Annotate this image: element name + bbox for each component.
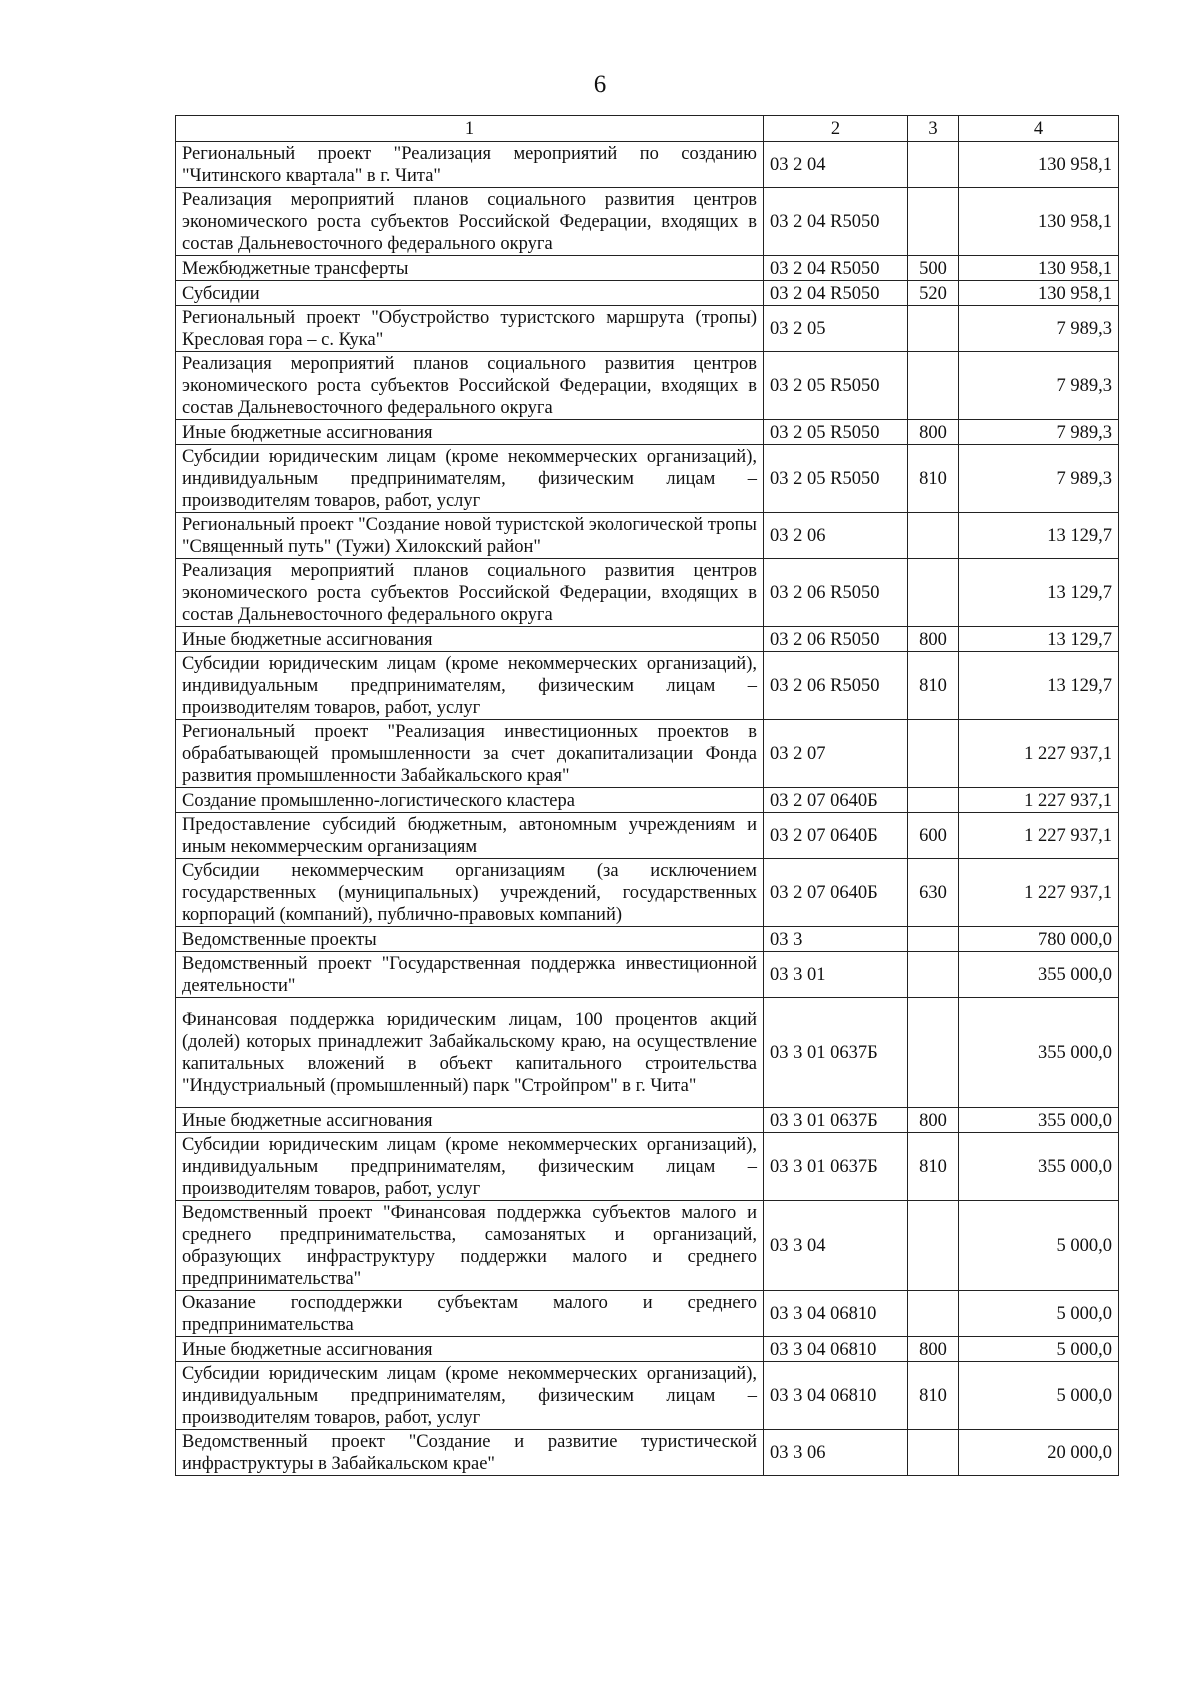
row-name: Субсидии юридическим лицам (кроме некоммерческих организаций), индивидуальным предпринимателям, физическим лицам – производителям товаров, работ, услуг xyxy=(176,1362,764,1430)
table-row xyxy=(176,998,1119,1108)
row-amount: 13 129,7 xyxy=(959,652,1119,720)
row-name: Ведомственные проекты xyxy=(176,927,764,952)
budget-table xyxy=(175,115,1119,1476)
table-row xyxy=(176,188,1119,256)
row-amount: 1 227 937,1 xyxy=(959,813,1119,859)
header-col-4: 4 xyxy=(959,116,1119,142)
row-amount: 20 000,0 xyxy=(959,1430,1119,1476)
row-name: Оказание господдержки субъектам малого и среднего предпринимательства xyxy=(176,1291,764,1337)
row-expense-type xyxy=(908,952,959,998)
page-number: 6 xyxy=(593,71,607,98)
row-amount: 7 989,3 xyxy=(959,352,1119,420)
row-expense-type xyxy=(908,559,959,627)
row-name: Региональный проект "Обустройство туристского маршрута (тропы) Кресловая гора – с. Кука" xyxy=(176,306,764,352)
row-expense-type: 600 xyxy=(908,813,959,859)
row-code: 03 3 xyxy=(764,927,908,952)
row-code: 03 2 04 R5050 xyxy=(764,281,908,306)
row-expense-type: 500 xyxy=(908,256,959,281)
row-code: 03 3 04 06810 xyxy=(764,1362,908,1430)
row-expense-type xyxy=(908,188,959,256)
row-name: Ведомственный проект "Государственная поддержка инвестиционной деятельности" xyxy=(176,952,764,998)
row-name: Ведомственный проект "Финансовая поддержка субъектов малого и среднего предпринимательства, самозанятых и организаций, образующих инфраструктуру поддержки малого и среднего предпринимательства" xyxy=(176,1201,764,1291)
row-expense-type xyxy=(908,998,959,1108)
table-row xyxy=(176,1291,1119,1337)
row-amount: 130 958,1 xyxy=(959,256,1119,281)
row-code: 03 2 04 R5050 xyxy=(764,256,908,281)
table-row xyxy=(176,1430,1119,1476)
row-name: Иные бюджетные ассигнования xyxy=(176,420,764,445)
row-expense-type: 520 xyxy=(908,281,959,306)
table-row xyxy=(176,1362,1119,1430)
row-code: 03 2 07 0640Б xyxy=(764,813,908,859)
row-name: Иные бюджетные ассигнования xyxy=(176,1108,764,1133)
row-name: Финансовая поддержка юридическим лицам, 100 процентов акций (долей) которых принадлежит Забайкальскому краю, на осуществление капитальных вложений в объект капитального строительства "Индустриальный (промышленный) парк "Стройпром" в г. Чита" xyxy=(176,998,764,1108)
row-amount: 7 989,3 xyxy=(959,420,1119,445)
row-amount: 7 989,3 xyxy=(959,306,1119,352)
row-code: 03 2 06 R5050 xyxy=(764,627,908,652)
row-expense-type: 800 xyxy=(908,420,959,445)
row-code: 03 3 01 0637Б xyxy=(764,1133,908,1201)
row-amount: 5 000,0 xyxy=(959,1201,1119,1291)
row-code: 03 3 01 xyxy=(764,952,908,998)
row-code: 03 2 05 xyxy=(764,306,908,352)
row-name: Субсидии юридическим лицам (кроме некоммерческих организаций), индивидуальным предпринимателям, физическим лицам – производителям товаров, работ, услуг xyxy=(176,445,764,513)
row-code: 03 2 06 xyxy=(764,513,908,559)
row-expense-type xyxy=(908,927,959,952)
table-row xyxy=(176,813,1119,859)
row-amount: 780 000,0 xyxy=(959,927,1119,952)
row-expense-type xyxy=(908,306,959,352)
row-name: Субсидии xyxy=(176,281,764,306)
row-code: 03 2 07 0640Б xyxy=(764,788,908,813)
header-col-3: 3 xyxy=(908,116,959,142)
row-amount: 13 129,7 xyxy=(959,513,1119,559)
row-amount: 355 000,0 xyxy=(959,998,1119,1108)
row-amount: 13 129,7 xyxy=(959,559,1119,627)
row-code: 03 2 06 R5050 xyxy=(764,559,908,627)
row-amount: 5 000,0 xyxy=(959,1362,1119,1430)
row-expense-type xyxy=(908,720,959,788)
row-code: 03 3 04 06810 xyxy=(764,1291,908,1337)
row-name: Региональный проект "Создание новой туристской экологической тропы "Священный путь" (Тужи) Хилокский район" xyxy=(176,513,764,559)
row-amount: 130 958,1 xyxy=(959,188,1119,256)
row-code: 03 3 06 xyxy=(764,1430,908,1476)
row-amount: 130 958,1 xyxy=(959,281,1119,306)
row-name: Реализация мероприятий планов социального развития центров экономического роста субъектов Российской Федерации, входящих в состав Дальневосточного федерального округа xyxy=(176,188,764,256)
row-code: 03 2 06 R5050 xyxy=(764,652,908,720)
row-code: 03 2 05 R5050 xyxy=(764,352,908,420)
row-name: Региональный проект "Реализация инвестиционных проектов в обрабатывающей промышленности за счет докапитализации Фонда развития промышленности Забайкальского края" xyxy=(176,720,764,788)
row-name: Межбюджетные трансферты xyxy=(176,256,764,281)
row-amount: 5 000,0 xyxy=(959,1337,1119,1362)
table-row xyxy=(176,256,1119,281)
table-row xyxy=(176,927,1119,952)
row-expense-type: 800 xyxy=(908,1108,959,1133)
row-code: 03 2 04 xyxy=(764,142,908,188)
row-expense-type: 810 xyxy=(908,1362,959,1430)
row-expense-type: 800 xyxy=(908,1337,959,1362)
table-row xyxy=(176,420,1119,445)
table-row xyxy=(176,281,1119,306)
table-row xyxy=(176,1108,1119,1133)
row-expense-type: 810 xyxy=(908,445,959,513)
row-code: 03 3 01 0637Б xyxy=(764,1108,908,1133)
row-amount: 1 227 937,1 xyxy=(959,720,1119,788)
row-name: Реализация мероприятий планов социального развития центров экономического роста субъектов Российской Федерации, входящих в состав Дальневосточного федерального округа xyxy=(176,352,764,420)
row-name: Ведомственный проект "Создание и развитие туристической инфраструктуры в Забайкальском крае" xyxy=(176,1430,764,1476)
header-col-1: 1 xyxy=(176,116,764,142)
row-code: 03 2 05 R5050 xyxy=(764,445,908,513)
row-name: Субсидии юридическим лицам (кроме некоммерческих организаций), индивидуальным предпринимателям, физическим лицам – производителям товаров, работ, услуг xyxy=(176,652,764,720)
row-expense-type: 810 xyxy=(908,1133,959,1201)
row-amount: 355 000,0 xyxy=(959,1133,1119,1201)
row-expense-type xyxy=(908,142,959,188)
table-header-row xyxy=(176,116,1119,142)
row-expense-type: 810 xyxy=(908,652,959,720)
row-amount: 1 227 937,1 xyxy=(959,788,1119,813)
row-amount: 7 989,3 xyxy=(959,445,1119,513)
table-row xyxy=(176,352,1119,420)
row-name: Региональный проект "Реализация мероприятий по созданию "Читинского квартала" в г. Чита" xyxy=(176,142,764,188)
table-row xyxy=(176,559,1119,627)
row-expense-type xyxy=(908,1201,959,1291)
table-row xyxy=(176,859,1119,927)
row-expense-type: 630 xyxy=(908,859,959,927)
table-row xyxy=(176,1201,1119,1291)
row-expense-type xyxy=(908,352,959,420)
row-expense-type xyxy=(908,513,959,559)
row-code: 03 2 04 R5050 xyxy=(764,188,908,256)
table-row xyxy=(176,445,1119,513)
row-expense-type xyxy=(908,788,959,813)
row-name: Создание промышленно-логистического кластера xyxy=(176,788,764,813)
row-code: 03 2 07 0640Б xyxy=(764,859,908,927)
table-row xyxy=(176,1337,1119,1362)
table-row xyxy=(176,720,1119,788)
table-row xyxy=(176,627,1119,652)
budget-table-body xyxy=(176,116,1119,1476)
table-row xyxy=(176,1133,1119,1201)
table-row xyxy=(176,652,1119,720)
row-expense-type xyxy=(908,1430,959,1476)
row-expense-type xyxy=(908,1291,959,1337)
row-amount: 130 958,1 xyxy=(959,142,1119,188)
row-name: Реализация мероприятий планов социального развития центров экономического роста субъектов Российской Федерации, входящих в состав Дальневосточного федерального округа xyxy=(176,559,764,627)
table-row xyxy=(176,306,1119,352)
table-row xyxy=(176,142,1119,188)
row-code: 03 3 01 0637Б xyxy=(764,998,908,1108)
row-name: Субсидии юридическим лицам (кроме некоммерческих организаций), индивидуальным предпринимателям, физическим лицам – производителям товаров, работ, услуг xyxy=(176,1133,764,1201)
row-name: Иные бюджетные ассигнования xyxy=(176,1337,764,1362)
row-code: 03 2 07 xyxy=(764,720,908,788)
table-row xyxy=(176,513,1119,559)
header-col-2: 2 xyxy=(764,116,908,142)
row-amount: 5 000,0 xyxy=(959,1291,1119,1337)
table-row xyxy=(176,952,1119,998)
row-name: Субсидии некоммерческим организациям (за исключением государственных (муниципальных) учреждений, государственных корпораций (компаний), публично-правовых компаний) xyxy=(176,859,764,927)
table-row xyxy=(176,788,1119,813)
row-code: 03 2 05 R5050 xyxy=(764,420,908,445)
row-amount: 355 000,0 xyxy=(959,1108,1119,1133)
row-name: Предоставление субсидий бюджетным, автономным учреждениям и иным некоммерческим организациям xyxy=(176,813,764,859)
row-code: 03 3 04 06810 xyxy=(764,1337,908,1362)
row-amount: 13 129,7 xyxy=(959,627,1119,652)
row-expense-type: 800 xyxy=(908,627,959,652)
row-name: Иные бюджетные ассигнования xyxy=(176,627,764,652)
row-amount: 1 227 937,1 xyxy=(959,859,1119,927)
row-code: 03 3 04 xyxy=(764,1201,908,1291)
row-amount: 355 000,0 xyxy=(959,952,1119,998)
